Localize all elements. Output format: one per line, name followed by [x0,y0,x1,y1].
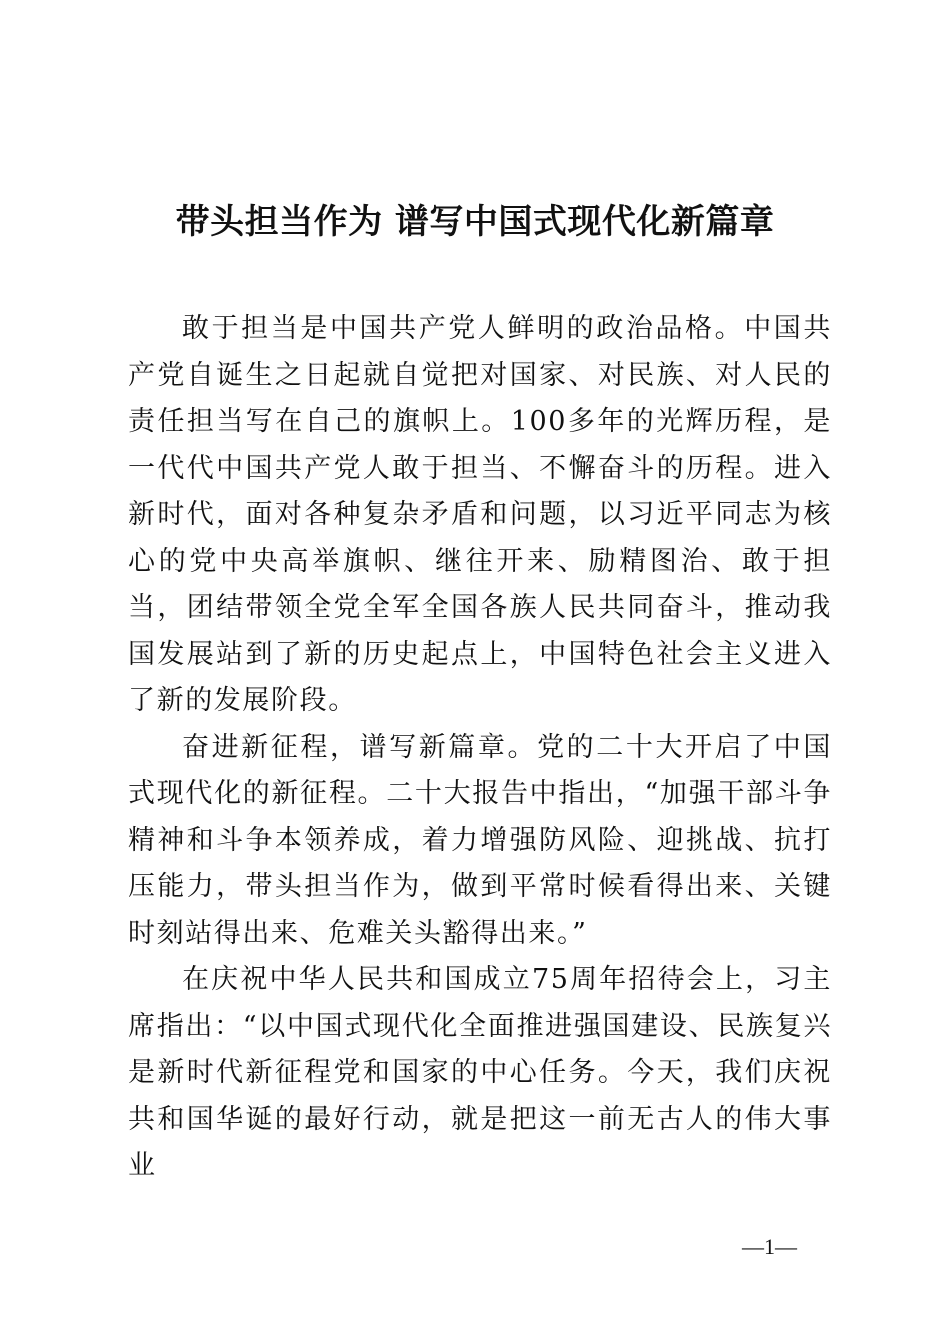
document-title: 带头担当作为 谱写中国式现代化新篇章 [175,202,775,242]
paragraph-2: 奋进新征程，谱写新篇章。党的二十大开启了中国式现代化的新征程。二十大报告中指出，“加强干部斗争精神和斗争本领养成，着力增强防风险、迎挑战、抗打压能力，带头担当作为，做到平常时候看得出来、关键时刻站得出来、危难关头豁得出来。” [128,731,832,949]
paragraph-3: 在庆祝中华人民共和国成立75周年招待会上，习主席指出：“以中国式现代化全面推进强国建设、民族复兴是新时代新征程党和国家的中心任务。今天，我们庆祝共和国华诞的最好行动，就是把这一前无古人的伟大事业 [128,964,832,1181]
document-body [128,306,832,1190]
page-number: —1— [742,1234,797,1259]
paragraph-1: 敢于担当是中国共产党人鲜明的政治品格。中国共产党自诞生之日起就自觉把对国家、对民族、对人民的责任担当写在自己的旗帜上。100多年的光辉历程，是一代代中国共产党人敢于担当、不懈奋斗的历程。进入新时代，面对各种复杂矛盾和问题，以习近平同志为核心的党中央高举旗帜、继往开来、励精图治、敢于担当，团结带领全党全军全国各族人民共同奋斗，推动我国发展站到了新的历史起点上，中国特色社会主义进入了新的发展阶段。 [128,313,832,716]
